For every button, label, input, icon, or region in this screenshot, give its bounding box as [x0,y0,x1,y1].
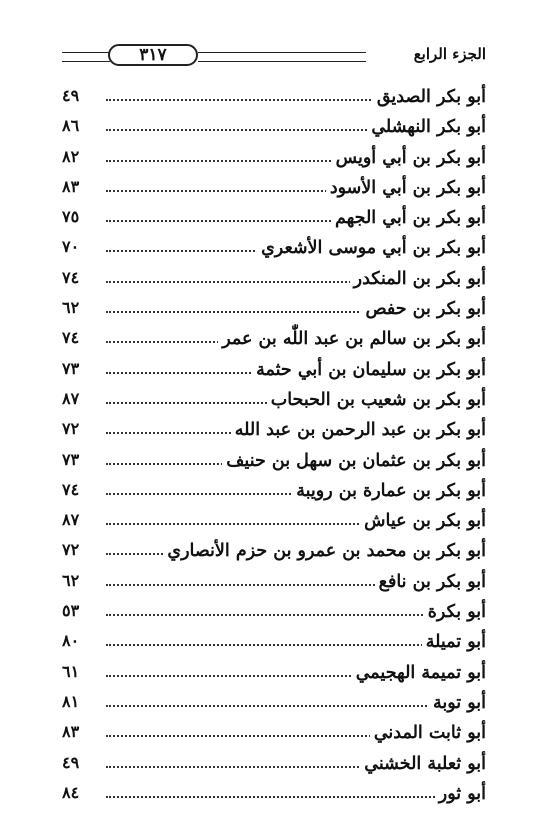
entry-page-number: ٨٧ [62,510,80,530]
index-entry [62,324,486,354]
entry-page-number: ٨٠ [62,631,80,651]
index-entry [62,658,486,688]
page-header [62,42,486,72]
entry-page-number: ٧٤ [62,328,80,348]
entry-name: أبو بكر بن نافع [375,572,486,592]
entry-name: أبو بكر بن أبي الأسود [326,178,486,198]
entry-name: أبو بكر بن محمد بن عمرو بن حزم الأنصاري [163,541,486,561]
entry-page-number: ٨٣ [62,176,80,196]
entry-page-number: ٧٥ [62,207,80,227]
index-entry [62,264,486,294]
index-entry [62,173,486,203]
entry-page-number: ٧٤ [62,267,80,287]
entry-name: أبو بكر بن سليمان بن أبي حثمة [252,360,486,380]
entry-page-number: ٦١ [62,661,80,681]
index-entry [62,355,486,385]
volume-title: الجزء الرابع [413,45,486,63]
entry-name: أبو ثور [435,784,486,804]
index-entry [62,415,486,445]
index-entry [62,476,486,506]
index-entry [62,567,486,597]
index-entry [62,82,486,112]
entry-name: أبو تميمة الهجيمي [352,663,486,683]
index-entry [62,718,486,748]
entry-name: أبو بكر بن أبي أويس [332,148,486,168]
page-number: ٣١٧ [108,44,198,66]
entry-name: أبو بكرة [424,602,486,622]
header-rule-left [62,52,110,62]
entry-page-number: ٥٣ [62,601,80,621]
index-entry [62,446,486,476]
entry-name: أبو بكر بن عبد الرحمن بن عبد الله [231,420,486,440]
entry-name: أبو توبة [429,693,486,713]
index-entry [62,688,486,718]
entry-name: أبو بكر بن حفص [361,299,486,319]
entry-name: أبو بكر النهشلي [367,117,486,137]
index-entry [62,779,486,809]
index-list [62,82,486,809]
entry-page-number: ٨٢ [62,146,80,166]
index-entry [62,536,486,566]
index-entry [62,385,486,415]
entry-name: أبو بكر بن سالم بن عبد اللّٰه بن عمر [218,329,486,349]
entry-name: أبو بكر بن عياش [360,511,486,531]
entry-name: أبو بكر بن عمارة بن رويبة [292,481,486,501]
entry-page-number: ٦٢ [62,570,80,590]
entry-name: أبو بكر بن عثمان بن سهل بن حنيف [222,451,486,471]
entry-name: أبو بكر الصديق [373,87,486,107]
entry-page-number: ٤٩ [62,752,80,772]
entry-page-number: ٨٧ [62,388,80,408]
dot-leader [106,796,486,798]
index-entry [62,143,486,173]
entry-page-number: ٨٤ [62,782,80,802]
entry-page-number: ٧٢ [62,540,80,560]
entry-page-number: ٧٠ [62,237,80,257]
entry-name: أبو بكر بن شعيب بن الحبحاب [267,390,486,410]
entry-page-number: ٤٩ [62,86,80,105]
entry-page-number: ٨١ [62,691,80,711]
entry-name: أبو بكر بن المنكدر [350,269,486,289]
entry-page-number: ٧٤ [62,479,80,499]
entry-page-number: ٨٣ [62,722,80,742]
index-entry [62,506,486,536]
entry-page-number: ٦٢ [62,298,80,318]
entry-name: أبو ثعلبة الخشني [360,754,486,774]
entry-name: أبو تميلة [422,632,486,652]
entry-name: أبو بكر بن أبي موسى الأشعري [257,238,486,258]
index-entry [62,597,486,627]
entry-name: أبو بكر بن أبي الجهم [331,208,486,228]
entry-name: أبو ثابت المدني [370,723,486,743]
index-entry [62,749,486,779]
header-rule-middle [198,52,366,62]
index-entry [62,233,486,263]
index-entry [62,294,486,324]
entry-page-number: ٧٣ [62,449,80,469]
index-entry [62,627,486,657]
index-entry [62,203,486,233]
entry-page-number: ٧٢ [62,419,80,439]
entry-page-number: ٧٣ [62,358,80,378]
index-entry [62,112,486,142]
entry-page-number: ٨٦ [62,116,80,136]
